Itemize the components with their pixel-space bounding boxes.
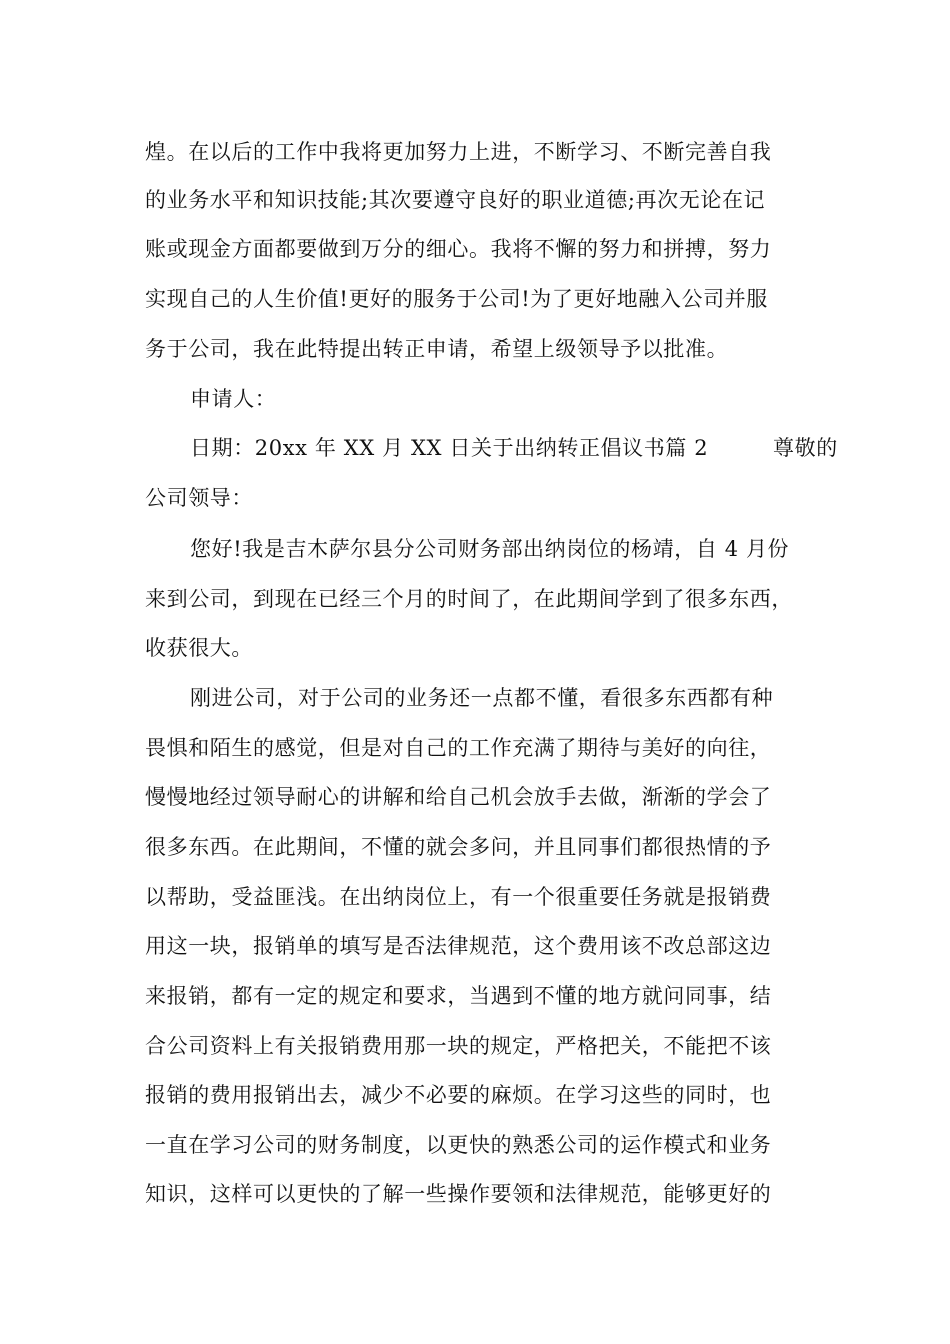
text-line: 一直在学习公司的财务制度，以更快的熟悉公司的运作模式和业务 (145, 1133, 772, 1157)
text-line: 畏惧和陌生的感觉，但是对自己的工作充满了期待与美好的向往， (145, 736, 772, 760)
applicant-label: 申请人： (190, 387, 277, 411)
date-line: 日期：20xx 年 XX 月 XX 日关于出纳转正倡议书篇 2 尊敬的 (190, 436, 838, 460)
text-line: 很多东西。在此期间，不懂的就会多问，并且同事们都很热情的予 (145, 835, 772, 859)
text-line: 慢慢地经过领导耐心的讲解和给自己机会放手去做，渐渐的学会了 (145, 785, 772, 809)
text-line: 的业务水平和知识技能;其次要遵守良好的职业道德;再次无论在记 (145, 188, 766, 212)
text-line: 来到公司，到现在已经三个月的时间了，在此期间学到了很多东西， (145, 587, 793, 611)
text-line: 您好!我是吉木萨尔县分公司财务部出纳岗位的杨靖，自 4 月份 (190, 537, 790, 561)
text-line: 实现自己的人生价值!更好的服务于公司!为了更好地融入公司并服 (145, 287, 768, 311)
text-line: 来报销，都有一定的规定和要求，当遇到不懂的地方就问同事，结 (145, 984, 772, 1008)
text-line: 务于公司，我在此特提出转正申请，希望上级领导予以批准。 (145, 337, 729, 361)
text-line: 以帮助，受益匪浅。在出纳岗位上，有一个很重要任务就是报销费 (145, 885, 772, 909)
text-line: 煌。在以后的工作中我将更加努力上进，不断学习、不断完善自我 (145, 140, 772, 164)
text-line: 刚进公司，对于公司的业务还一点都不懂，看很多东西都有种 (190, 686, 774, 710)
text-line: 收获很大。 (145, 636, 253, 660)
text-line: 账或现金方面都要做到万分的细心。我将不懈的努力和拼搏，努力 (145, 237, 772, 261)
text-line: 合公司资料上有关报销费用那一块的规定，严格把关，不能把不该 (145, 1034, 772, 1058)
text-line: 用这一块，报销单的填写是否法律规范，这个费用该不改总部这边 (145, 934, 772, 958)
text-line: 报销的费用报销出去，减少不必要的麻烦。在学习这些的同时，也 (145, 1083, 772, 1107)
text-line: 知识，这样可以更快的了解一些操作要领和法律规范，能够更好的 (145, 1182, 772, 1206)
salutation-line: 公司领导： (145, 486, 253, 510)
